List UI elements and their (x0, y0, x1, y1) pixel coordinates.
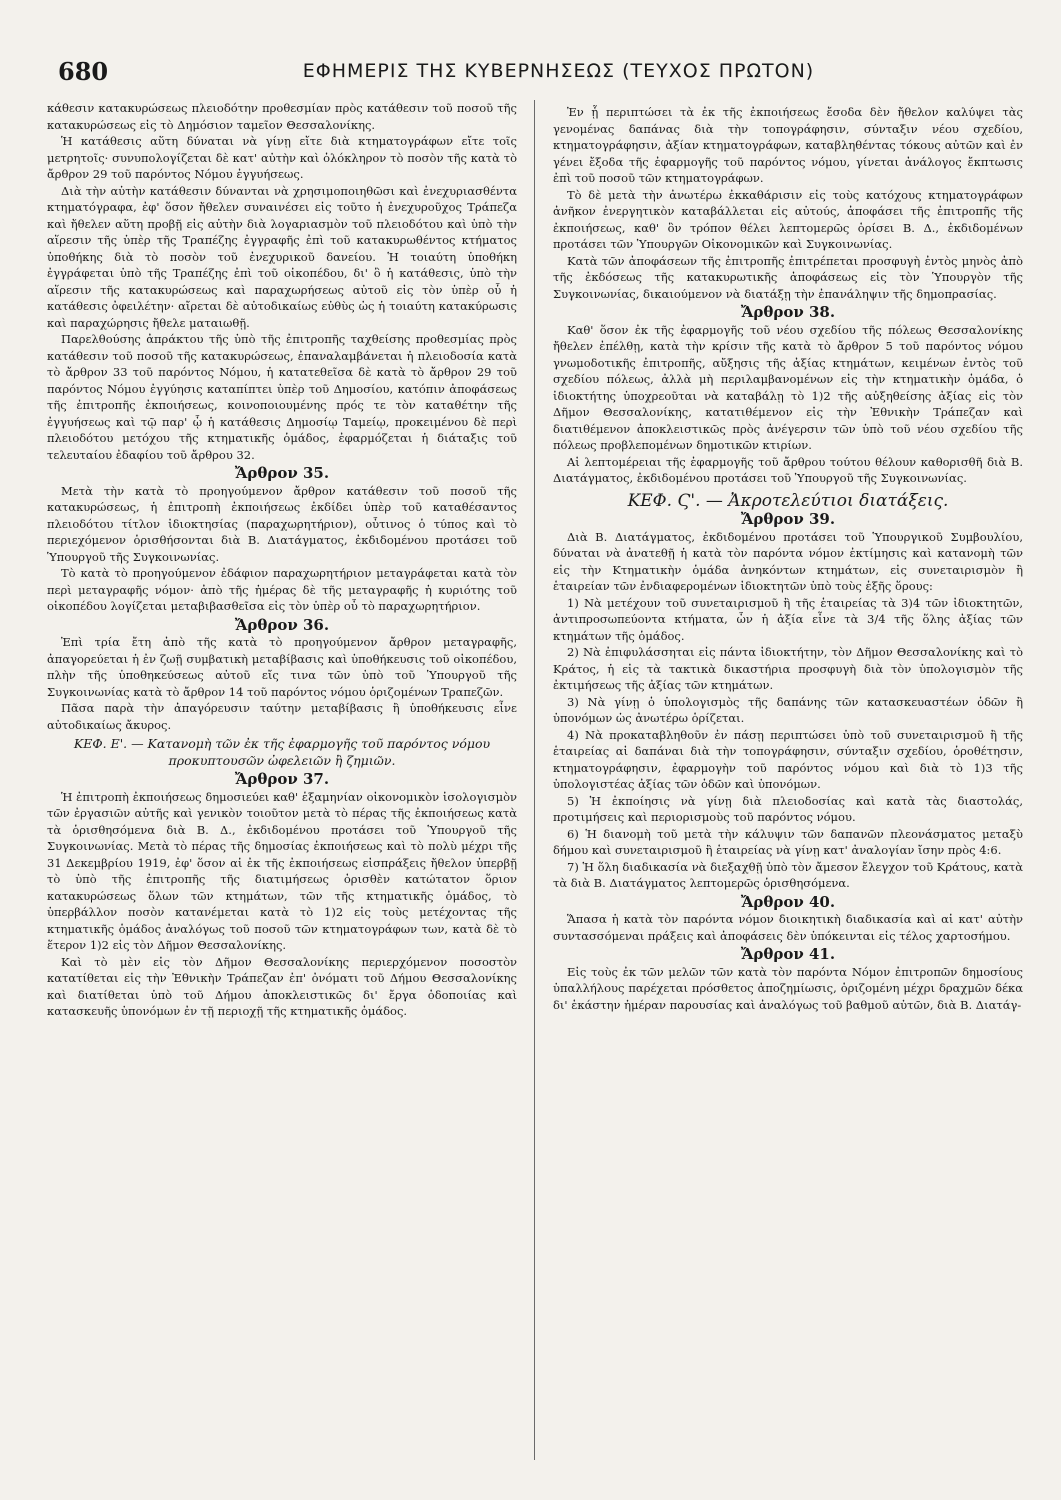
paragraph: 3) Νὰ γίνῃ ὁ ὑπολογισμὸς τῆς δαπάνης τῶν κατασκευαστέων ὁδῶν ἢ ὑπονόμων ὡς ἀνωτέρω ὁρίζεται. (553, 694, 1023, 725)
article-heading: Ἄρθρον 40. (740, 892, 836, 911)
paragraph: 1) Νὰ μετέχουν τοῦ συνεταιρισμοῦ ἢ τῆς ἑταιρείας τὰ 3)4 τῶν ἰδιοκτητῶν, ἀντιπροσωπεύοντα κτήματα, ὧν ἡ ἀξία εἶνε τὰ 3/4 τῆς ὅλης ἀξίας τῶν κτημάτων τῆς ὁμάδος. (553, 595, 1023, 643)
paragraph: Ἐν ᾗ περιπτώσει τὰ ἐκ τῆς ἐκποιήσεως ἔσοδα δὲν ἤθελον καλύψει τὰς γενομένας δαπάνας διὰ τὴν τοπογράφησιν, σύνταξιν νέου σχεδίου, κτηματογράφησιν, ἀξίαν κτηματογράφων, καταβληθέντας τόκους αὐτῶν καὶ ἐν γένει ἔξοδα τῆς ἐφαρμογῆς τοῦ παρόντος νόμου, γίνεται ἀνάλογος ἔκπτωσις ἐπὶ τοῦ ποσοῦ τῶν κτηματογράφων. (553, 105, 1023, 185)
paragraph: Ἡ ἐπιτροπὴ ἐκποιήσεως δημοσιεύει καθ' ἑξαμηνίαν οἰκονομικὸν ἰσολογισμὸν τῶν ἐργασιῶν αὐτῆς καὶ γενικὸν τοιοῦτον μετὰ τὸ πέρας τῆς ἐκποιήσεως κατὰ τὰ ὁρισθησόμενα διὰ Β. Δ., ἐκδιδομένου προτάσει τοῦ Ὑπουργοῦ τῆς Συγκοινωνίας. Μετὰ τὸ πέρας τῆς δημοσίας ἐκποιήσεως καὶ τὸ πολὺ μέχρι τῆς 31 Δεκεμβρίου 1919, ἐφ' ὅσον αἱ ἐκ τῆς ἐκποιήσεως εἰσπράξεις ἤθελον ὑπερβῇ τὸ ὑπὸ τῆς ἐπιτροπῆς τῆς διατιμήσεως ὁρισθὲν κατώτατον ὅριον κατακυρώσεως ὅλων τῶν κτημάτων, τῶν τῆς κτηματικῆς ὁμάδος, τὸ ὑπερβάλλον ποσὸν κατανέμεται κατὰ τὸ 1)2 εἰς τοὺς μετέχοντας τῆς κτηματικῆς ὁμάδος ἀναλόγως τοῦ ποσοῦ τῶν κτηματογράφων των, κατὰ δὲ τὸ ἕτερον 1)2 εἰς τὸν Δῆμον Θεσσαλονίκης. (47, 789, 517, 952)
right-column (553, 104, 1023, 1013)
paragraph: Κατὰ τῶν ἀποφάσεων τῆς ἐπιτροπῆς ἐπιτρέπεται προσφυγὴ ἐντὸς μηνὸς ἀπὸ τῆς ἐκδόσεως τῆς κατακυρωτικῆς ἀποφάσεως εἰς τὸν Ὑπουργὸν τῆς Συγκοινωνίας, δικαιούμενον νὰ διατάξῃ τὴν ἐπανάληψιν τῆς δημοπρασίας. (553, 253, 1023, 301)
article-heading: Ἄρθρον 36. (234, 615, 330, 634)
paragraph: Εἰς τοὺς ἐκ τῶν μελῶν τῶν κατὰ τὸν παρόντα Νόμον ἐπιτροπῶν δημοσίους ὑπαλλήλους παρέχεται πρόσθετος ἀποζημίωσις, ὁριζομένη μέχρι δραχμῶν δέκα δι' ἑκάστην ἡμέραν παρουσίας καὶ ἀναλόγως τοῦ βαθμοῦ αὐτῶν, διὰ Β. Διατάγ- (553, 964, 1023, 1012)
left-column (47, 100, 517, 1020)
paragraph: κάθεσιν κατακυρώσεως πλειοδότην προθεσμίαν πρὸς κατάθεσιν τοῦ ποσοῦ τῆς κατακυρώσεως εἰς τὸ Δημόσιον ταμεῖον Θεσσαλονίκης. (47, 101, 517, 132)
column-divider (534, 100, 535, 1460)
paragraph: Τὸ δὲ μετὰ τὴν ἀνωτέρω ἐκκαθάρισιν εἰς τοὺς κατόχους κτηματογράφων ἀνῆκον ἐνεργητικὸν καταβάλλεται εἰς αὐτούς, ἀποφάσει τῆς ἐπιτροπῆς τῆς ἐκποιήσεως, καθ' ὃν τρόπον θέλει λεπτομερῶς ὁρίσει Β. Δ., ἐκδιδομένων προτάσει τῶν Ὑπουργῶν Οἰκονομικῶν καὶ Συγκοινωνίας. (553, 187, 1023, 251)
chapter-heading: ΚΕΦ. Ε'. — Κατανομὴ τῶν ἐκ τῆς ἐφαρμογῆς τοῦ παρόντος νόμου προκυπτουσῶν ὠφελειῶν ἢ ζημιῶν. (73, 736, 491, 768)
paragraph: Πᾶσα παρὰ τὴν ἀπαγόρευσιν ταύτην μεταβίβασις ἢ ὑποθήκευσις εἶνε αὐτοδικαίως ἄκυρος. (47, 701, 517, 732)
chapter-heading: ΚΕΦ. Ϛ'. — Ἀκροτελεύτιοι διατάξεις. (627, 490, 949, 511)
article-heading: Ἄρθρον 38. (740, 303, 836, 321)
paragraph: Καθ' ὅσον ἐκ τῆς ἐφαρμογῆς τοῦ νέου σχεδίου τῆς πόλεως Θεσσαλονίκης ἤθελεν ἐπέλθῃ, κατὰ τὴν κρίσιν τῆς κατὰ τὸ ἄρθρον 5 τοῦ παρόντος νόμου γνωμοδοτικῆς ἐπιτροπῆς, αὔξησις τῆς ἀξίας κτημάτων, κειμένων ἐντὸς τοῦ σχεδίου πόλεως, ἀλλὰ μὴ περιλαμβανομένων εἰς τὴν κτηματικὴν ὁμάδα, ὁ ἰδιοκτήτης ὑποχρεοῦται νὰ καταβάλῃ τὸ 1)2 τῆς αὐξηθείσης ἀξίας εἰς τὸν Δῆμον Θεσσαλονίκης, κατατιθέμενον εἰς τὴν Ἐθνικὴν Τράπεζαν καὶ διατιθέμενον ἀποκλειστικῶς πρὸς ἀνέγερσιν τῶν ὑπὸ τοῦ νέου σχεδίου τῆς πόλεως προβλεπομένων δημοτικῶν κτιρίων. (553, 322, 1023, 452)
page-number: 680 (58, 56, 109, 86)
article-heading: Ἄρθρον 39. (740, 510, 836, 528)
page-header (58, 56, 999, 86)
paragraph: Παρελθούσης ἀπράκτου τῆς ὑπὸ τῆς ἐπιτροπῆς ταχθείσης προθεσμίας πρὸς κατάθεσιν τοῦ ποσοῦ τῆς κατακυρώσεως, ἐπαναλαμβάνεται ἡ πλειοδοσία κατὰ τὸ ἄρθρον 33 τοῦ παρόντος Νόμου, ἡ κατατεθεῖσα δὲ κατὰ τὸ ἄρθρον 29 τοῦ παρόντος Νόμου ἐγγύησις καταπίπτει ὑπὲρ τοῦ Δημοσίου, κατόπιν ἀποφάσεως τῆς ἐπιτροπῆς ἐκποιήσεως, κοινοποιουμένης πρός τε τὸν καταθέτην τῆς ἐγγυήσεως καὶ τῷ παρ' ᾧ ἡ κατάθεσις Δημοσίῳ Ταμείῳ, προκειμένου δὲ περὶ πλειοδότου μετόχου τῆς κτηματικῆς ὁμάδος, ἐφαρμόζεται ἡ διάταξις τοῦ τελευταίου ἐδαφίου τοῦ ἄρθρου 32. (47, 332, 517, 462)
paragraph: Αἱ λεπτομέρειαι τῆς ἐφαρμογῆς τοῦ ἄρθρου τούτου θέλουν καθορισθῆ διὰ Β. Διατάγματος, ἐκδιδομένου προτάσει τοῦ Ὑπουργοῦ τῆς Συγκοινωνίας. (553, 454, 1023, 485)
article-heading: Ἄρθρον 37. (234, 770, 330, 788)
paragraph: Ἐπὶ τρία ἔτη ἀπὸ τῆς κατὰ τὸ προηγούμενον ἄρθρον μεταγραφῆς, ἀπαγορεύεται ἡ ἐν ζωῇ συμβατικὴ μεταβίβασις καὶ ὑποθήκευσις τοῦ οἰκοπέδου, πλὴν τῆς ὑποθηκεύσεως αὐτοῦ εἴς τινα τῶν ὑπὸ τοῦ Ὑπουργοῦ τῆς Συγκοινωνίας κατὰ τὸ ἄρθρον 14 τοῦ παρόντος νόμου ὁριζομένων Τραπεζῶν. (47, 635, 517, 699)
paragraph: 7) Ἡ ὅλη διαδικασία νὰ διεξαχθῇ ὑπὸ τὸν ἄμεσον ἔλεγχον τοῦ Κράτους, κατὰ τὰ διὰ Β. Διατάγματος λεπτομερῶς ὁρισθησόμενα. (553, 859, 1023, 890)
paragraph: Διὰ Β. Διατάγματος, ἐκδιδομένου προτάσει τοῦ Ὑπουργικοῦ Συμβουλίου, δύναται νὰ ἀνατεθῇ ἡ κατὰ τὸν παρόντα νόμον ἐκτίμησις καὶ κατανομὴ τῶν εἰς τὴν Κτηματικὴν ὁμάδα ἀνηκόντων κτημάτων, εἰς συνεταιρισμὸν ἢ ἑταιρείαν τῶν ἐνδιαφερομένων ἰδιοκτητῶν ὑπὸ τοὺς ἑξῆς ὅρους: (553, 529, 1023, 593)
paragraph: 5) Ἡ ἐκποίησις νὰ γίνῃ διὰ πλειοδοσίας καὶ κατὰ τὰς διαστολάς, προτιμήσεις καὶ περιορισμοὺς τοῦ παρόντος νόμου. (553, 793, 1023, 824)
running-title: ΕΦΗΜΕΡΙΣ ΤΗΣ ΚΥΒΕΡΝΗΣΕΩΣ (ΤΕΥΧΟΣ ΠΡΩΤΟΝ) (302, 60, 815, 82)
article-heading: Ἄρθρον 41. (740, 945, 836, 963)
paragraph: Διὰ τὴν αὐτὴν κατάθεσιν δύνανται νὰ χρησιμοποιηθῶσι καὶ ἐνεχυριασθέντα κτηματόγραφα, ἐφ' ὅσον ἤθελεν συναινέσει εἰς τοῦτο ἡ ἐνεχυροῦχος Τράπεζα καὶ ἤθελεν αὕτη προβῇ εἰς αὐτὴν διὰ λογαριασμὸν τοῦ πλειοδότου καὶ ὑπὸ τὴν αἵρεσιν τῆς ὑπὲρ τῆς Τραπέζης ἐγγραφῆς ἐπὶ τοῦ κατακυρωθέντος κτήματος ὑποθήκης διὰ τὸ ποσὸν τοῦ ἐνεχυρικοῦ δανείου. Ἡ τοιαύτη ὑποθήκη ἐγγράφεται ὑπὸ τῆς Τραπέζης ἐπὶ τοῦ οἰκοπέδου, δι' ὃ ἡ κατάθεσις, ὑπὸ τὴν αἵρεσιν τῆς κατακυρώσεως καὶ παραχωρήσεως αὐτοῦ εἰς τὸν ὑπὲρ οὗ ἡ κατάθεσις ὀφειλέτην· αἴρεται δὲ αὐτοδικαίως εὐθὺς ὡς ἡ τοιαύτη κατακύρωσις καὶ παραχώρησις ἤθελε ματαιωθῇ. (47, 183, 517, 330)
paragraph: Τὸ κατὰ τὸ προηγούμενον ἐδάφιον παραχωρητήριον μεταγράφεται κατὰ τὸν περὶ μεταγραφῆς νόμον· ἀπὸ τῆς ἡμέρας δὲ τῆς μεταγραφῆς ἡ κυριότης τοῦ οἰκοπέδου λογίζεται μεταβιβασθεῖσα εἰς τὸν ὑπὲρ οὗ τὸ παραχωρητήριον. (47, 566, 517, 613)
paragraph: Ἡ κατάθεσις αὕτη δύναται νὰ γίνῃ εἴτε διὰ κτηματογράφων εἴτε τοῖς μετρητοῖς· συνυπολογίζεται δὲ κατ' αὐτὴν καὶ ὁλόκληρον τὸ ποσὸν τῆς κατὰ τὸ ἄρθρον 29 τοῦ παρόντος Νόμου ἐγγυήσεως. (47, 134, 517, 181)
paragraph: 4) Νὰ προκαταβληθοῦν ἐν πάσῃ περιπτώσει ὑπὸ τοῦ συνεταιρισμοῦ ἢ τῆς ἑταιρείας αἱ δαπάναι διὰ τὴν τοπογράφησιν, σύνταξιν σχεδίου, ὁροθέτησιν, κτηματογράφησιν, ἐφαρμογὴν τοῦ παρόντος νόμου καὶ διὰ τὸ 1)3 τῆς ὑπολογιστέας ἀξίας τῶν ὁδῶν καὶ ὑπονόμων. (553, 727, 1023, 791)
paragraph: 6) Ἡ διανομὴ τοῦ μετὰ τὴν κάλυψιν τῶν δαπανῶν πλεονάσματος μεταξὺ δήμου καὶ συνεταιρισμοῦ ἢ ἑταιρείας νὰ γίνῃ κατ' ἀναλογίαν ἴσην πρὸς 4:6. (553, 826, 1023, 857)
paragraph: Μετὰ τὴν κατὰ τὸ προηγούμενον ἄρθρον κατάθεσιν τοῦ ποσοῦ τῆς κατακυρώσεως, ἡ ἐπιτροπὴ ἐκποιήσεως ἐκδίδει ὑπὲρ τοῦ καταθέσαντος πλειοδότου τίτλον ἰδιοκτησίας (παραχωρητήριον), οὗτινος ὁ τύπος καὶ τὸ περιεχόμενον ὁρισθήσονται διὰ Β. Διατάγματος, ἐκδιδομένου προτάσει τοῦ Ὑπουργοῦ τῆς Συγκοινωνίας. (47, 483, 517, 564)
paragraph: Καὶ τὸ μὲν εἰς τὸν Δῆμον Θεσσαλονίκης περιερχόμενον ποσοστὸν κατατίθεται εἰς τὴν Ἐθνικὴν Τράπεζαν ἐπ' ὀνόματι τοῦ Δήμου Θεσσαλονίκης καὶ διατίθεται ὑπὸ τοῦ Δήμου ἀποκλειστικῶς δι' ἔργα ὁδοποιίας καὶ κατασκευῆς ὑπονόμων ἐν τῇ περιοχῇ τῆς κτηματικῆς ὁμάδος. (47, 954, 517, 1018)
paragraph: 2) Νὰ ἐπιφυλάσσηται εἰς πάντα ἰδιοκτήτην, τὸν Δῆμον Θεσσαλονίκης καὶ τὸ Κράτος, ἡ εἰς τὰ τακτικὰ δικαστήρια προσφυγὴ διὰ τὸν ὑπολογισμὸν τῆς ἐκτιμήσεως τῆς ἀξίας τῶν κτημάτων. (553, 645, 1023, 692)
article-heading: Ἄρθρον 35. (234, 464, 330, 482)
paragraph: Ἅπασα ἡ κατὰ τὸν παρόντα νόμον διοικητικὴ διαδικασία καὶ αἱ κατ' αὐτὴν συντασσόμεναι πράξεις καὶ ἀποφάσεις δὲν ὑπόκεινται εἰς τέλος χαρτοσήμου. (553, 912, 1023, 943)
